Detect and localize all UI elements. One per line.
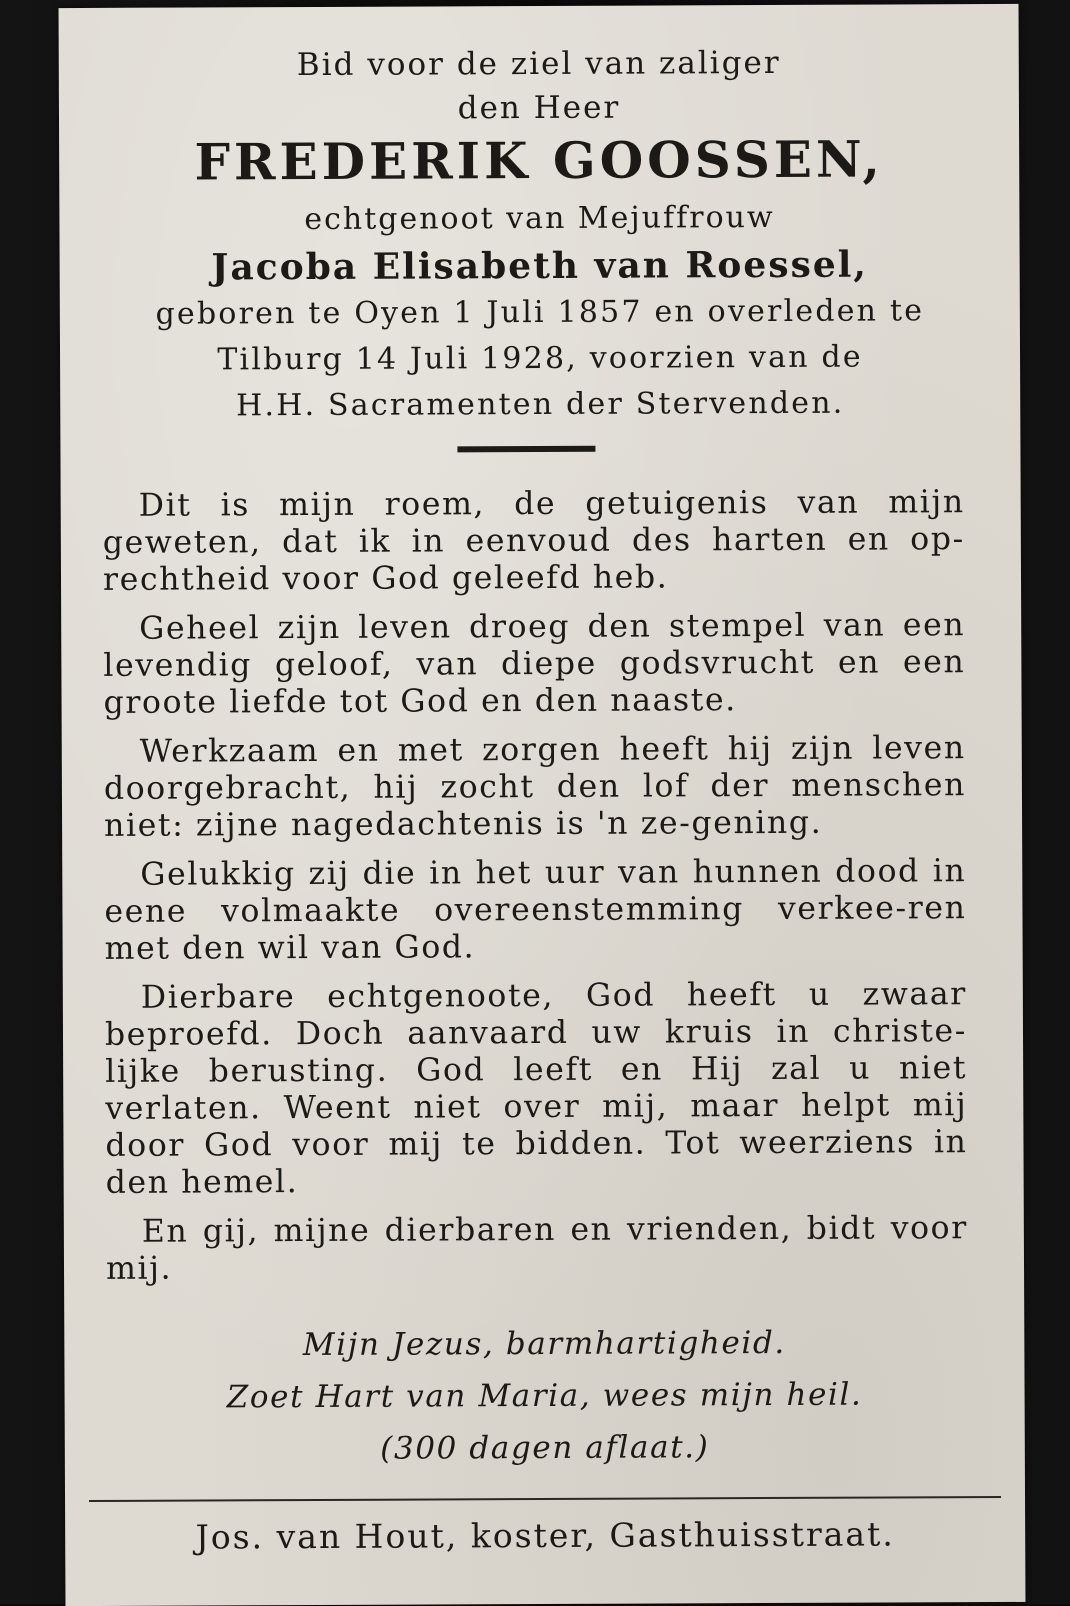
intro-line-2: den Heer [457,89,621,127]
dates-line-3: H.H. Sacramenten der Stervenden. [235,385,845,424]
prayer-line-3: (300 dagen aflaat.) [380,1429,710,1467]
deceased-name: FREDERIK GOOSSEN, [194,129,885,192]
card-header [59,40,1021,430]
prayer-line-2: Zoet Hart van Maria, wees mijn heil. [226,1376,863,1416]
spouse-name: Jacoba Elisabeth van Roessel, [211,243,869,289]
paragraph-gelukkig: Gelukkig zij die in het uur van hunnen dood in eene volmaakte overeenstemming verkee-ren met den wil van God. [104,853,967,967]
dates-line-1: geboren te Oyen 1 Juli 1857 en overleden te [155,293,925,332]
paragraph-echtgenoote: Dierbare echtgenoote, God heeft u zwaar beproefd. Doch aanvaard uw kruis in christe-lijke berusting. God leeft en Hij zal u niet verlaten. Weent niet over mij, maar helpt mij door God voor mij te bidden. Tot weerziens in den hemel. [104,976,968,1201]
printer-credit: Jos. van Hout, koster, Gasthuisstraat. [195,1514,895,1557]
paragraph-bidt: En gij, mijne dierbaren en vrienden, bidt voor mij. [105,1210,968,1287]
spouse-intro: echtgenoot van Mejuffrouw [304,199,775,238]
short-divider [457,446,595,453]
intro-line-1: Bid voor de ziel van zaliger [296,44,781,84]
prayer-line-1: Mijn Jezus, barmhartigheid. [302,1324,786,1364]
paragraph-werkzaam: Werkzaam en met zorgen heeft hij zijn leven doorgebracht, hij zocht den lof der menschen niet: zijne nagedachtenis is 'n ze-gening. [103,730,966,844]
footer-divider [89,1496,1001,1502]
prayer-block [64,1316,1025,1476]
card-text-body [103,484,969,1300]
paragraph-geloof: Geheel zijn leven droeg den stempel van een levendig geloof, van diepe godsvrucht en een groote liefde tot God en den naaste. [103,607,966,721]
paragraph-roem: Dit is mijn roem, de getuigenis van mijn geweten, dat ik in eenvoud des harten en op-rechtheid voor God geleefd heb. [102,484,965,598]
memorial-card [59,4,1026,1606]
dates-line-2: Tilburg 14 Juli 1928, voorzien van de [217,339,863,378]
